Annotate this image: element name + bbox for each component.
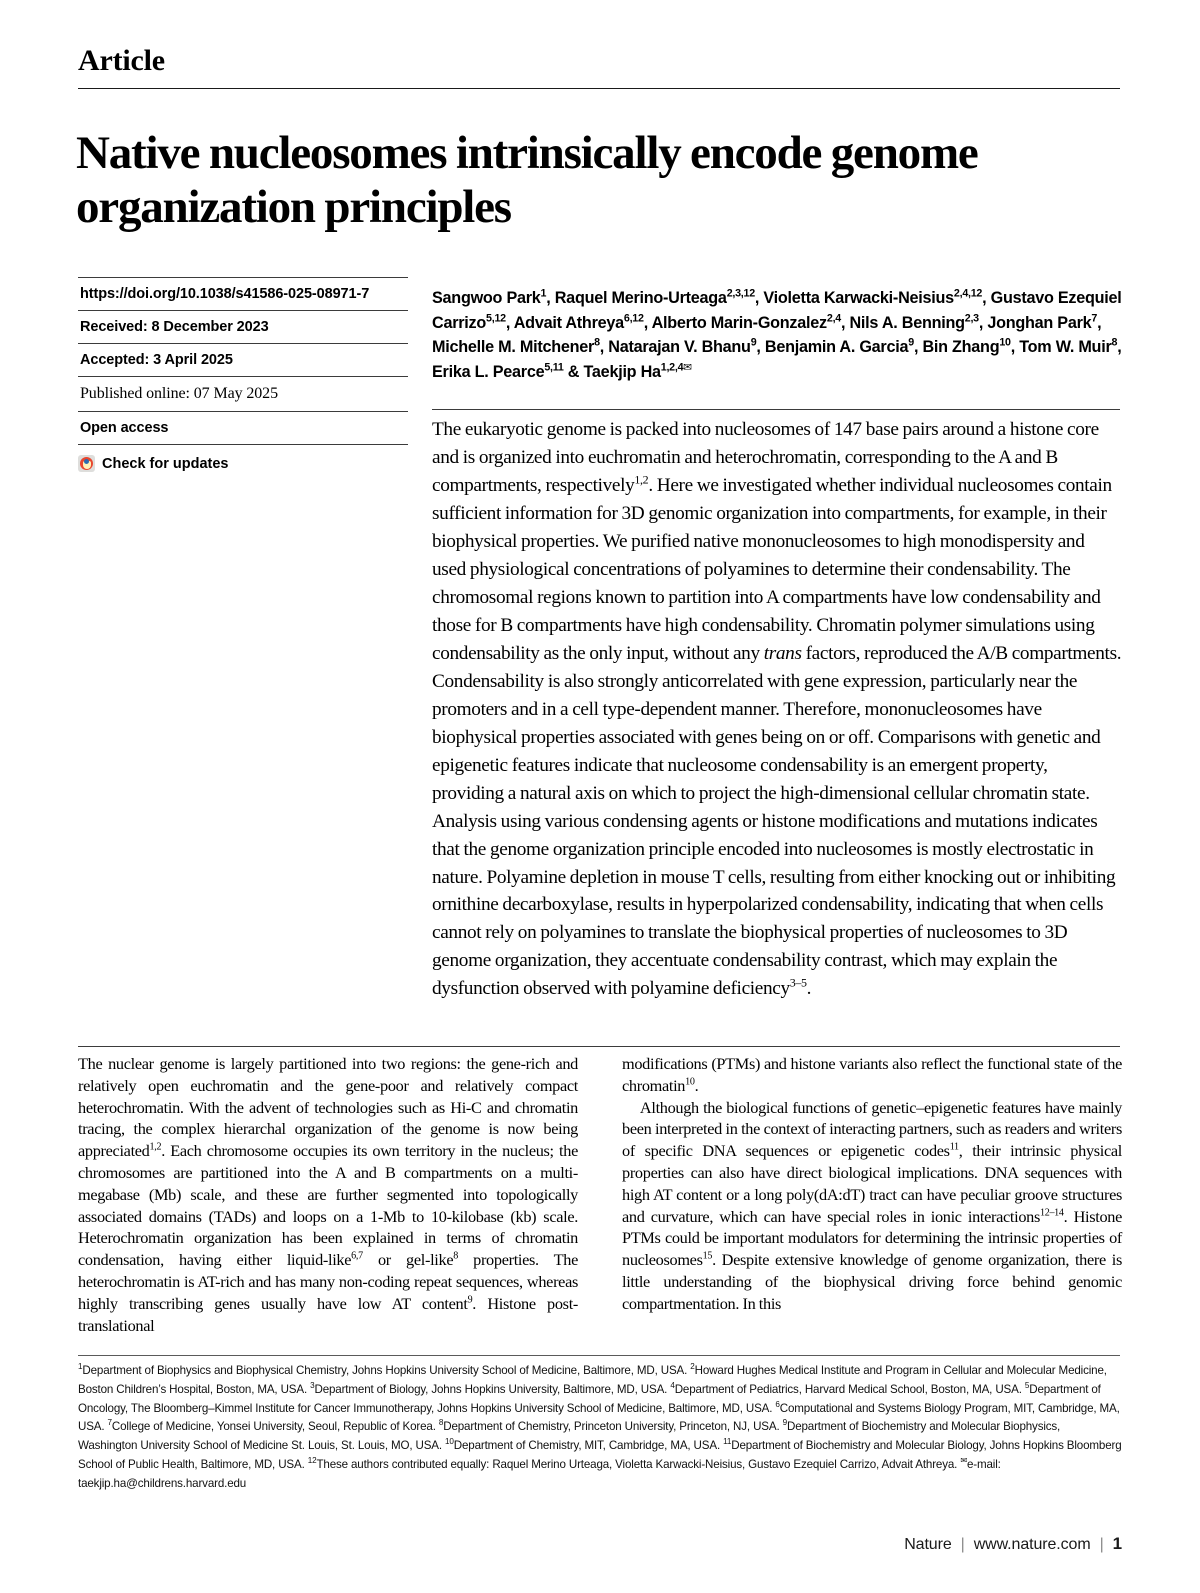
check-for-updates-button[interactable] [78,445,408,472]
abstract-part-3: factors, reproduced the A/B compartments. Condensability is also strongly anticorrelated with gene expression, particularly near the promoters and in a cell type-dependent manner. Therefore, mononucleosomes have biophysical properties associated with genes being on or off. Comparisons with genetic and epigenetic features indicate that nucleosome condensability is an emergent property, providing a natural axis on which to project the high-dimensional cellular chromatin state. Analysis using various condensing agents or histone modifications and mutations indicates that the genome organization principle encoded into nucleosomes is mostly electrostatic in nature. Polyamine depletion in mouse T cells, resulting from either knocking out or inhibiting ornithine decarboxylase, results in hyperpolarized condensability, indicating that when cells cannot rely on polyamines to translate the biophysical properties of nucleosomes to 3D genome organization, they accentuate condensability contrast, which may explain the dysfunction observed with polyamine deficiency [432,642,1122,1000]
affiliation-5: Department of Oncology, The Bloomberg–Kimmel Institute for Cancer Immunotherapy, Johns Hopkins University School of Medicine, Baltimore, MD, USA. [78,1382,1101,1415]
author-sup-1: 1 [540,287,547,300]
abstract-part-4: . [806,978,812,1000]
body-right-ref-2[interactable]: 11 [949,1141,959,1153]
author-sup-11: 9 [908,336,914,349]
footer-page-number: 1 [1112,1534,1122,1553]
author-violetta-karwacki-neisius: , Violetta Karwacki-Neisius [754,289,954,307]
affiliation-sup-7: 7 [107,1418,112,1428]
author-sup-3: 2,4,12 [953,287,983,300]
affiliation-12: These authors contributed equally: Raquel Merino Urteaga, Violetta Karwacki-Neisius, Gustavo Ezequiel Carrizo, Advait Athreya. [316,1457,961,1471]
body-left-paragraph [78,1053,578,1336]
body-left-part-1: The nuclear genome is largely partitioned into two regions: the gene-rich and relatively open euchromatin and the gene-poor and relatively compact heterochromatin. With the advent of technologies such as Hi-C and chromatin tracing, the complex hierarchal organization of the genome is now being appreciated [78,1054,578,1161]
author-advait-athreya: , Advait Athreya [505,313,624,332]
body-right-part-3: Although the biological functions of genetic–epigenetic features have mainly been interpreted in the context of interacting partners, such as readers and writers of specific DNA sequences or epigenetic codes [622,1097,1122,1161]
abstract-part-2: . Here we investigated whether individual nucleosomes contain sufficient information for 3D genomic organization into compartments, for example, in their biophysical properties. We purified native mononucleosomes to high monodispersity and used physiological concentrations of polyamines to determine their condensability. The chromosomal regions known to partition into A compartments have low condensability and those for B compartments have high condensability. Chromatin polymer simulations using condensability as the only input, without any [432,474,1112,664]
footer-journal: Nature [904,1536,952,1553]
affiliation-sup-4: 4 [670,1380,675,1390]
body-left-ref-3[interactable]: 8 [453,1250,458,1262]
body-left-part-3: or gel-like [362,1250,454,1270]
article-kicker: Article [78,44,165,77]
body-right-part-2: . [694,1075,699,1095]
body-divider [78,1046,1120,1047]
body-column-left [78,1053,578,1336]
author-raquel-merino-urteaga: , Raquel Merino-Urteaga [546,289,727,307]
affiliation-sup-6: 6 [775,1399,780,1409]
author-nils-a-benning: , Nils A. Benning [840,313,965,332]
author-sup-15: 1,2,4 [660,361,684,374]
affiliation-3: Department of Biology, Johns Hopkins University, Baltimore, MD, USA. [314,1382,671,1396]
body-right-ref-3[interactable]: 12–14 [1040,1207,1064,1219]
affiliation-7: College of Medicine, Yonsei University, Seoul, Republic of Korea. [111,1420,439,1434]
abstract [432,416,1122,1003]
abstract-ref-2[interactable]: 3–5 [789,975,807,990]
body-left-ref-2[interactable]: 6,7 [351,1250,363,1262]
footer-separator-2: | [1099,1536,1104,1553]
affiliation-sup-5: 5 [1024,1380,1030,1390]
footer-separator-1: | [960,1536,965,1553]
affiliation-11: Department of Biochemistry and Molecular Biology, Johns Hopkins Bloomberg School of Public Health, Baltimore, MD, USA. [78,1439,1122,1471]
body-column-right [622,1053,1122,1336]
affiliation-sup-10: 10 [445,1437,454,1447]
body-right-ref-4[interactable]: 15 [702,1250,713,1262]
author-erika-l-pearce: , Erika L. Pearce [432,338,1122,381]
author-alberto-marin-gonzalez: , Alberto Marin-Gonzalez [643,313,827,332]
author-natarajan-v-bhanu: , Natarajan V. Bhanu [599,338,751,357]
affiliation-2: Howard Hughes Medical Institute and Program in Cellular and Molecular Medicine, Boston Children’s Hospital, Boston, MA, USA. [78,1364,1107,1396]
affiliation-1: Department of Biophysics and Biophysical Chemistry, Johns Hopkins University School of Medicine, Baltimore, MD, USA. [82,1364,691,1377]
kicker-divider [78,88,1120,89]
page-title: Native nucleosomes intrinsically encode genome organization principles [76,127,978,233]
author-comma-1: , [982,289,987,307]
email-label: e-mail: [966,1457,1001,1471]
abstract-ref-1[interactable]: 1,2 [634,472,649,487]
check-for-updates-label: Check for updates [102,455,229,472]
author-jonghan-park: Jonghan Park [987,313,1092,332]
open-access-label: Open access [78,411,408,445]
body-right-part-6: . Despite extensive knowledge of genome organization, there is little understanding of the biophysical driving force behind genomic compartmentation. In this [622,1250,1122,1313]
accepted-date: Accepted: 3 April 2025 [78,343,408,376]
affiliation-10: Department of Chemistry, MIT, Cambridge, MA, USA. [453,1439,724,1453]
page-footer [904,1534,1122,1554]
affiliation-9: Department of Biochemistry and Molecular Biophysics, Washington University School of Medicine St. Louis, St. Louis, MO, USA. [78,1420,1061,1453]
doi-link[interactable]: https://doi.org/10.1038/s41586-025-08971-7 [78,277,408,310]
abstract-italic-trans: trans [763,642,802,664]
affiliation-6: Computational and Systems Biology Program, MIT, Cambridge, MA, USA. [78,1401,1120,1434]
author-gustavo-ezequiel-carrizo: Gustavo Ezequiel Carrizo [432,289,1122,332]
abstract-divider [432,409,1120,410]
author-sup-4: 5,12 [486,312,506,325]
author-sup-7: 2,3 [964,312,979,325]
affiliations-divider [78,1355,1120,1356]
body-columns [78,1053,1122,1336]
affiliation-4: Department of Pediatrics, Harvard Medical School, Boston, MA, USA. [674,1382,1025,1396]
crossmark-icon [78,455,95,472]
affiliation-sup-3: 3 [310,1380,315,1390]
body-right-part-5: . Histone PTMs could be important modulators for determining the intrinsic properties of nucleosomes [622,1206,1122,1270]
corresponding-author-envelope-icon[interactable]: ✉ [683,361,693,374]
body-right-paragraph-1 [622,1053,1122,1097]
body-right-paragraph-2 [622,1097,1122,1315]
author-tom-w-muir: , Tom W. Muir [1010,338,1112,357]
body-left-ref-4[interactable]: 9 [467,1294,473,1306]
author-sup-9: 8 [594,336,600,349]
body-right-part-4: , their intrinsic physical properties can also have direct biological implications. DNA sequences with high AT content or a long poly(dA:dT) tract can have peculiar groove structures and curvature, which can have special roles in ionic interactions [622,1141,1122,1226]
article-metadata [78,277,408,472]
author-michelle-m-mitchener: , Michelle M. Mitchener [432,313,1102,357]
author-sup-10: 9 [750,336,757,349]
body-left-part-5: . Histone post-translational [78,1293,578,1335]
author-sup-14: 5,11 [544,361,564,374]
affiliation-sup-9: 9 [782,1418,787,1428]
email-envelope-icon: ✉ [960,1456,967,1466]
author-sup-6: 2,4 [826,312,841,325]
affiliation-sup-8: 8 [438,1418,444,1428]
author-bin-zhang: Bin Zhang [922,338,1000,357]
footer-website[interactable]: www.nature.com [973,1536,1091,1553]
author-sup-8: 7 [1091,312,1098,325]
author-sup-2: 2,3,12 [726,287,755,300]
author-sangwoo-park: Sangwoo Park [432,289,541,307]
affiliations [78,1362,1122,1493]
body-left-part-4: properties. The heterochromatin is AT-rich and has many non-coding repeat sequences, whereas highly transcribing genes usually have low AT content [78,1250,578,1313]
author-sup-13: 8 [1111,336,1118,349]
affiliation-sup-1: 1 [78,1362,83,1372]
received-date: Received: 8 December 2023 [78,310,408,343]
body-right-part-1: modifications (PTMs) and histone variants also reflect the functional state of the chromatin [622,1054,1122,1095]
affiliation-sup-2: 2 [690,1362,695,1372]
author-sup-12: 10 [999,336,1011,349]
affiliation-8: Department of Chemistry, Princeton University, Princeton, NJ, USA. [443,1420,783,1434]
author-list [432,286,1122,385]
affiliation-sup-11: 11 [723,1437,732,1447]
author-benjamin-a-garcia: , Benjamin A. Garcia [756,338,909,357]
body-right-ref-1[interactable]: 10 [685,1076,695,1088]
published-date: Published online: 07 May 2025 [78,376,408,411]
body-left-ref-1[interactable]: 1,2 [149,1141,162,1153]
author-sup-5: 6,12 [623,312,644,325]
corresponding-email[interactable]: taekjip.ha@childrens.harvard.edu [78,1476,247,1490]
affiliation-sup-12: 12 [307,1456,317,1466]
author-taekjip-ha: & Taekjip Ha [563,362,661,381]
body-left-part-2: . Each chromosome occupies its own territory in the nucleus; the chromosomes are partitioned into the A and B compartments on a multi-megabase (Mb) scale, and these are further segmented into topologically associated domains (TADs) and loops on a 1-Mb to 10-kilobase (kb) scale. Heterochromatin organization has been explained in terms of chromatin condensation, having either liquid-like [78,1141,578,1270]
abstract-part-1: The eukaryotic genome is packed into nucleosomes of 147 base pairs around a histone core and is organized into euchromatin and heterochromatin, corresponding to the A and B compartments, respectively [432,419,1099,496]
author-comma-3: , [913,338,919,357]
author-comma-2: , [978,313,984,332]
